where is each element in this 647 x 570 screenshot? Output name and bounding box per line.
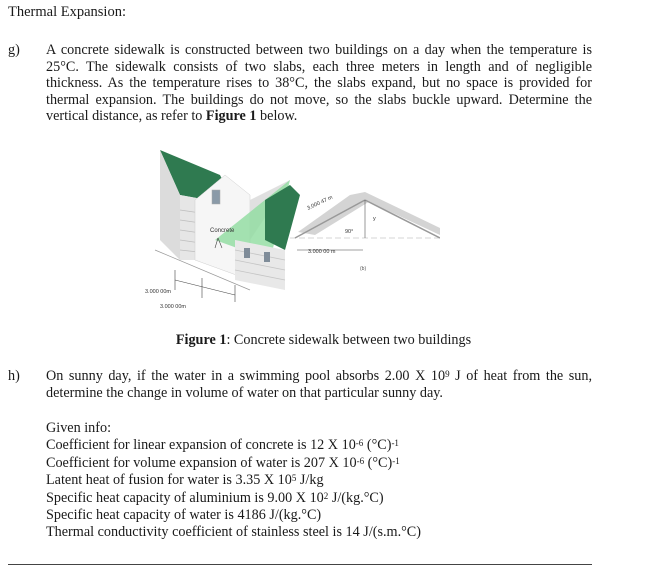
svg-text:3.000 00m: 3.000 00m xyxy=(145,289,171,295)
question-h-text: On sunny day, if the water in a swimming pool absorbs 2.00 X $10^9$ J of heat from the sun, determine the change in volume of water on that particular sunny day. xyxy=(46,368,593,401)
svg-text:(b): (b) xyxy=(360,266,367,272)
given-item: Specific heat capacity of aluminium is 9.00 X $10^2$ J/(kg.°C) xyxy=(46,489,384,506)
question-g-text: A concrete sidewalk is constructed between two buildings on a day when the temperature is 25°C. The sidewalk consists of two slabs, each three meters in length and of negligible thickness. As the temperature rises to 38°C, the slabs expand, but no space is provided for thermal expansion. The buildings do not move, so the slabs buckle upward. Determine the vertical distance, as refer to Figure 1 below. xyxy=(46,42,592,125)
bottom-divider xyxy=(8,564,592,565)
given-item: Coefficient for volume expansion of water is 207 X $10^{-6}$ $(^\circ C)^{-1}$ xyxy=(46,454,400,471)
given-item: Latent heat of fusion for water is 3.35 X $10^5$ J/kg xyxy=(46,472,324,489)
section-title: Thermal Expansion: xyxy=(8,4,126,20)
svg-text:3.000 00 m: 3.000 00 m xyxy=(308,249,336,255)
question-g-label: g) xyxy=(8,42,20,58)
sidewalk-diagram xyxy=(140,140,440,320)
given-item: Thermal conductivity coefficient of stainless steel is 14 J/(s.m.°C) xyxy=(46,524,421,541)
concrete-label: Concrete xyxy=(210,228,235,234)
figure-caption: Figure 1: Concrete sidewalk between two buildings xyxy=(175,332,472,348)
question-h-label: h) xyxy=(8,368,20,384)
given-item: Specific heat capacity of water is 4186 J/(kg.°C) xyxy=(46,507,322,524)
given-info xyxy=(46,420,421,542)
svg-text:y: y xyxy=(373,216,376,222)
svg-text:3.000 47 m: 3.000 47 m xyxy=(306,194,334,212)
figure-1 xyxy=(140,140,440,320)
given-item: Coefficient for linear expansion of concrete is 12 X $10^{-6}$ $(^\circ C)^{-1}$ xyxy=(46,437,399,454)
given-info-heading: Given info: xyxy=(46,420,112,436)
svg-text:3.000 00m: 3.000 00m xyxy=(160,304,186,310)
svg-text:90°: 90° xyxy=(345,229,354,235)
